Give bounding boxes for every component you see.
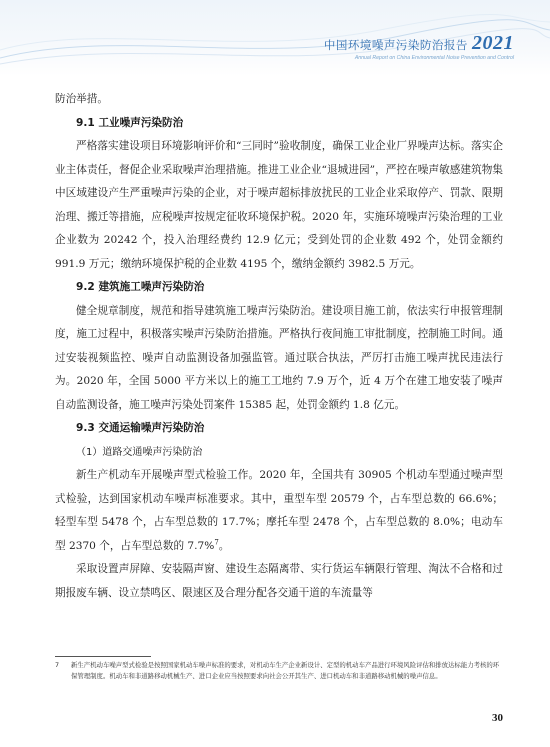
paragraph-road-vehicles-end: 。 (218, 539, 230, 552)
report-subtitle: Annual Report on China Environmental Noise Prevention and Control (354, 55, 514, 61)
report-title-text: 中国环境噪声污染防治报告 (323, 38, 468, 52)
subsection-heading-road: （1）道路交通噪声污染防治 (76, 446, 203, 458)
paragraph-road-measures: 采取设置声屏障、安装隔声窗、建设生态隔离带、实行货运车辆限行管理、淘汰不合格和过期报废车辆、设立禁鸣区、限速区及合理分配各交通干道的车流量等 (55, 563, 503, 599)
section-heading-industrial: 9.1 工业噪声污染防治 (76, 116, 184, 129)
footnote-number: 7 (55, 661, 60, 669)
report-year: 2021 (472, 32, 514, 54)
page-header (0, 0, 550, 76)
page-number: 30 (492, 712, 503, 724)
section-heading-construction: 9.2 建筑施工噪声污染防治 (76, 281, 205, 293)
report-title (324, 32, 514, 55)
paragraph-road-vehicles-text: 新生产机动车开展噪声型式检验工作。2020 年，全国共有 30905 个机动车型通过噪声型式检验，达到国家机动车噪声标准要求。其中，重型车型 20579 个，占车型总数的 66.6%；轻型车型 5478 个，占车型总数的 17.7%；摩托车型 2478 个，占车型总数的 8.0%；电动车型 2370 个，占车型总数的 7.7% (55, 469, 503, 552)
paragraph-industrial: 严格落实建设项目环境影响评价和“三同时”验收制度，确保工业企业厂界噪声达标。落实企业主体责任，督促企业采取噪声治理措施。推进工业企业“退城进园”，严控在噪声敏感建筑物集中区域建设产生严重噪声污染的企业，对于噪声超标排放扰民的工业企业采取停产、罚款、限期治理、搬迁等措施，应税噪声按规定征收环境保护税。2020 年，实施环境噪声污染治理的工业企业数为 20242 个，投入治理经费约 12.9 亿元；受到处罚的企业数 492 个，处罚金额约 991.9 万元；缴纳环境保护税的企业数 4195 个，缴纳金额约 3982.5 万元。 (55, 140, 503, 270)
footnote (55, 660, 503, 681)
page-content (55, 88, 503, 605)
paragraph-construction: 健全规章制度，规范和指导建筑施工噪声污染防治。建设项目施工前，依法实行申报管理制度，施工过程中，积极落实噪声污染防治措施。严格执行夜间施工审批制度，控制施工时间。通过安装视频监控、噪声自动监测设备加强监管。通过联合执法，严厉打击施工噪声扰民违法行为。2020 年，全国 5000 平方米以上的施工工地约 7.9 万个，近 4 万个在建工地安装了噪声自动监测设备，施工噪声污染处罚案件 15385 起，处罚金额约 1.8 亿元。 (55, 304, 503, 411)
section-heading-transport: 9.3 交通运输噪声污染防治 (76, 422, 205, 434)
footnote-reference[interactable]: 7 (214, 537, 219, 546)
footnote-divider (55, 656, 151, 657)
paragraph-road-vehicles (55, 464, 503, 558)
footnote-text: 新生产机动车噪声型式检验是按照国家机动车噪声标准的要求，对机动车生产企业新设计、定型的机动车产品进行环境风险评估和排放达标能力考核的环保管理制度。机动车和非道路移动机械生产、进口企业应当按照要求向社会公开其生产、进口机动车和非道路移动机械的噪声信息。 (71, 661, 500, 680)
lead-text: 防治举措。 (55, 93, 108, 105)
